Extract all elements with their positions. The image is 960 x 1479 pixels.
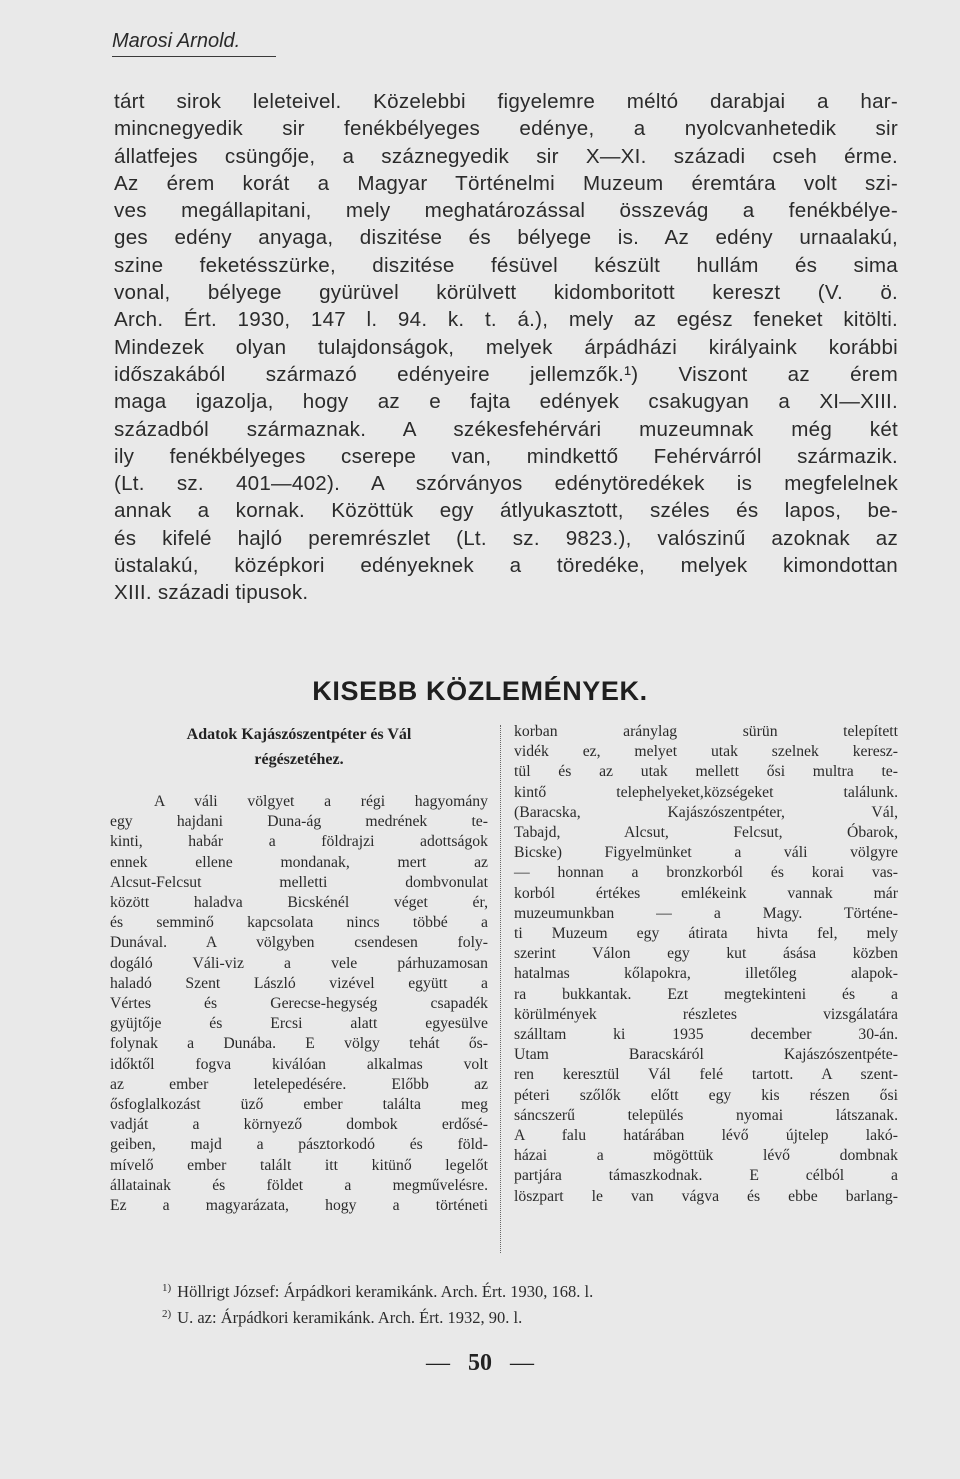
text-line: haladó Szent László vizével együtt a	[110, 974, 488, 992]
text-line: ges edény anyaga, diszitése és bélyege is. Az edény urnaalakú,	[114, 226, 898, 250]
text-line: korból értékes emlékeink vannak már	[514, 884, 898, 902]
footnotes	[162, 1277, 882, 1329]
page-number: 50	[468, 1350, 492, 1376]
page-number-dash-right: —	[510, 1350, 534, 1376]
article-left-column	[110, 722, 488, 1216]
text-line: körülmények részletes vizsgálatára	[514, 1005, 898, 1023]
text-line: löszpart le van vágva és ebbe barlang-	[514, 1187, 898, 1205]
text-line: századból származnak. A székesfehérvári muzeumnak még két	[114, 417, 898, 441]
text-line: szine feketésszürke, diszitése fésüvel készült hullám és sima	[114, 253, 898, 277]
text-line: — honnan a bronzkorból és korai vas-	[514, 864, 898, 882]
text-line: időktől fogva kiválóan alkalmas volt	[110, 1055, 488, 1073]
text-line: muzeumunkban — a Magy. Történe-	[514, 904, 898, 922]
text-line: ren keresztül Vál felé tartott. A szent-	[514, 1066, 898, 1084]
text-line: Ez a magyarázata, hogy a történeti	[110, 1197, 488, 1215]
text-line: ra bukkantak. Ezt megtekinteni és a	[514, 985, 898, 1003]
text-line: ennek ellene mondanak, mert az	[110, 853, 488, 871]
running-header: Marosi Arnold.	[112, 28, 276, 57]
text-line: Bicske) Figyelmünket a váli völgyre	[514, 844, 898, 862]
text-line: Alcsut-Felcsut melletti dombvonulat	[110, 873, 488, 891]
text-line: ti Muzeum egy átirata hivta fel, mely	[514, 925, 898, 943]
text-line: Mindezek olyan tulajdonságok, melyek árpádházi királyaink korábbi	[114, 335, 898, 359]
intro-paragraph	[114, 88, 898, 607]
page-number-block	[0, 1350, 960, 1377]
footnote-mark: 2)	[162, 1308, 172, 1320]
text-line: az ember letelepedésére. Előbb az	[110, 1075, 488, 1093]
text-line: (Lt. sz. 401—402). A szórványos edénytöredékek is megfelelnek	[114, 472, 898, 496]
text-line: egy hajdani Duna-ág medrének te-	[110, 813, 488, 831]
text-line: A falu határában lévő újtelep lakó-	[514, 1127, 898, 1145]
column-divider	[500, 725, 501, 1253]
text-line: hatalmas kőlapokra, illetőleg alapok-	[514, 965, 898, 983]
text-line: maga igazolja, hogy az e fajta edények csakugyan a XI—XIII.	[114, 390, 898, 414]
footnote-text: U. az: Árpádkori keramikánk. Arch. Ért. 1932, 90. l.	[177, 1308, 523, 1327]
text-line: A váli völgyet a régi hagyomány	[154, 793, 488, 810]
text-line: állatfejes csüngője, a száznegyedik sir X—XI. századi cseh érme.	[114, 144, 898, 168]
text-line: között haladva Bicskénél véget ér,	[110, 894, 488, 912]
text-line: és semminő kapcsolata nincs többé a	[110, 914, 488, 932]
text-line: üstalakú, középkori edényeknek a töredéke, melyek kimondottan	[114, 554, 898, 578]
text-line: és kifelé hajló peremrészlet (Lt. sz. 9823.), valószinű azoknak az	[114, 526, 898, 550]
text-line: Utam Baracskáról Kajászószentpéte-	[514, 1046, 898, 1064]
text-line: ősfoglalkozást üző ember találta meg	[110, 1096, 488, 1114]
text-line: szálltam ki 1935 december 30-án.	[514, 1026, 898, 1044]
section-title: KISEBB KÖZLEMÉNYEK.	[312, 676, 648, 706]
footnote-text: Höllrigt József: Árpádkori keramikánk. Arch. Ért. 1930, 168. l.	[177, 1282, 594, 1301]
text-line: geiben, majd a pásztorkodó és föld-	[110, 1136, 488, 1154]
footnote-2	[162, 1303, 882, 1329]
text-line: házai a mögöttük lévő dombnak	[514, 1147, 898, 1165]
text-line: sáncszerű település nyomai látszanak.	[514, 1106, 898, 1124]
text-line: tül és az utak mellett ősi multra te-	[514, 763, 898, 781]
article-title-line: régészetéhez.	[254, 751, 344, 768]
text-line: Tabajd, Alcsut, Felcsut, Óbarok,	[514, 824, 898, 842]
text-line: gyüjtője és Ercsi alatt egyesülve	[110, 1015, 488, 1033]
text-line: annak a kornak. Közöttük egy átlyukasztott, széles és lapos, be-	[114, 499, 898, 523]
text-line: Vértes és Gerecse-hegység csapadék	[110, 995, 488, 1013]
text-line: Arch. Ért. 1930, 147 l. 94. k. t. á.), mely az egész feneket kitölti.	[114, 308, 898, 332]
text-line: vadját a környező dombok erdősé-	[110, 1116, 488, 1134]
article-title-line: Adatok Kajászószentpéter és Vál	[186, 726, 412, 743]
text-line: vonal, bélyege gyürüvel körülvett kidomboritott kereszt (V. ö.	[114, 281, 898, 305]
text-line: (Baracska, Kajászószentpéter, Vál,	[514, 803, 898, 821]
text-line: szerint Válon egy kut ásása közben	[514, 945, 898, 963]
text-line: időszakából származó edényeire jellemzők.¹) Viszont az érem	[114, 362, 898, 386]
article-body-left	[110, 792, 488, 1216]
footnote-mark: 1)	[162, 1282, 172, 1294]
text-line: dogáló Váli-viz a vele párhuzamosan	[110, 954, 488, 972]
text-line: mívelő ember talált itt kitünő legelőt	[110, 1156, 488, 1174]
text-line: vidék ez, melyet utak szelnek keresz-	[514, 743, 898, 761]
text-line: mincnegyedik sir fenékbélyeges edénye, a nyolcvanhetedik sir	[114, 117, 898, 141]
text-line: partjára támaszkodnak. E célból a	[514, 1167, 898, 1185]
text-line: kinti, habár a földrajzi adottságok	[110, 833, 488, 851]
page-number-dash-left: —	[426, 1350, 450, 1376]
text-line: állatainak és földet a megművelésre.	[110, 1176, 488, 1194]
text-line: korban aránylag sürün telepített	[514, 723, 898, 740]
text-line: Az érem korát a Magyar Történelmi Muzeum éremtára volt szi-	[114, 171, 898, 195]
text-line: folynak a Dunába. E völgy tehát ős-	[110, 1035, 488, 1053]
text-line: péteri szőlők előtt egy kis részen ősi	[514, 1086, 898, 1104]
footnote-1	[162, 1277, 882, 1303]
text-line: kintő telephelyeket,községeket találunk.	[514, 783, 898, 801]
text-line: tárt sirok leleteivel. Közelebbi figyelemre méltó darabjai a har-	[114, 90, 898, 113]
article-right-column	[514, 722, 898, 1207]
text-line: ves megállapitani, mely meghatározással összevág a fenékbélye-	[114, 199, 898, 223]
article-title	[110, 722, 488, 772]
text-line: XIII. századi tipusok.	[114, 581, 309, 605]
text-line: Dunával. A völgyben csendesen foly-	[110, 934, 488, 952]
text-line: ily fenékbélyeges cserepe van, mindkettő Fehérvárról származik.	[114, 444, 898, 468]
